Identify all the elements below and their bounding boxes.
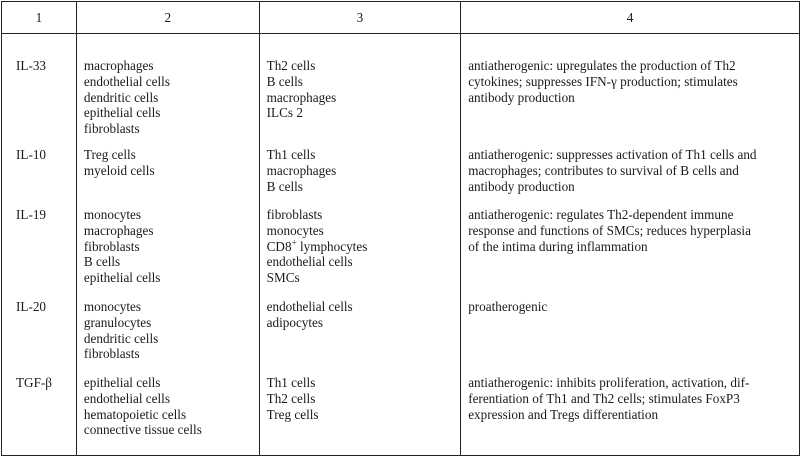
producer-cell: epithelial cells: [83, 270, 161, 286]
producer-cells: [76, 144, 259, 204]
effect-line: antiatherogenic: upregulates the production of Th2: [468, 58, 736, 73]
target-cells: [259, 296, 461, 372]
effect-line: response and functions of SMCs; reduces hyperplasia: [468, 222, 751, 238]
target-cell: monocytes: [266, 222, 324, 238]
effect-description: [461, 372, 800, 456]
effect-line: ferentiation of Th1 and Th2 cells; stimulates FoxP3: [468, 390, 740, 406]
effect-line: antiatherogenic: regulates Th2-dependent immune: [468, 207, 734, 222]
column-header-2: 2: [76, 2, 259, 34]
target-cell: ILCs 2: [266, 105, 303, 121]
producer-cell: connective tissue cells: [83, 422, 202, 438]
producer-cell: fibroblasts: [83, 346, 140, 362]
producer-cell: hematopoietic cells: [83, 406, 187, 422]
effect-line: proatherogenic: [468, 299, 548, 314]
target-cells: [259, 34, 461, 145]
producer-cell: dendritic cells: [83, 89, 159, 105]
producer-cells: [76, 296, 259, 372]
target-cell: adipocytes: [266, 314, 324, 330]
producer-cell: epithelial cells: [83, 375, 161, 390]
producer-cell: fibroblasts: [83, 121, 140, 137]
cd8-rest: lymphocytes: [296, 238, 368, 254]
target-cells: [259, 372, 461, 456]
target-cells: [259, 204, 461, 296]
target-cell: fibroblasts: [266, 207, 323, 222]
cytokine-name: IL-33: [2, 34, 77, 145]
producer-cell: granulocytes: [83, 314, 152, 330]
table-row: [2, 204, 800, 296]
effect-description: [461, 204, 800, 296]
header-row: [2, 2, 800, 34]
producer-cell: Treg cells: [83, 147, 136, 162]
cytokine-name: TGF-β: [2, 372, 77, 456]
column-header-4: 4: [461, 2, 800, 34]
target-cell: B cells: [266, 73, 303, 89]
producer-cells: [76, 204, 259, 296]
table-row: [2, 296, 800, 372]
effect-line: antibody production: [468, 89, 575, 105]
cytokine-name: IL-19: [2, 204, 77, 296]
cytokine-table: [1, 1, 800, 456]
effect-line: macrophages; contributes to survival of B cells and: [468, 162, 739, 178]
target-cell-cd8: [267, 239, 455, 255]
target-cell: B cells: [266, 178, 303, 194]
cd8-label: CD8: [266, 238, 292, 254]
effect-line: antibody production: [468, 178, 575, 194]
target-cell: endothelial cells: [266, 299, 353, 314]
target-cell: Treg cells: [266, 406, 319, 422]
table-row: [2, 34, 800, 145]
producer-cell: myeloid cells: [83, 162, 155, 178]
producer-cell: fibroblasts: [83, 238, 140, 254]
producer-cell: dendritic cells: [83, 330, 159, 346]
cd8-superscript: +: [291, 237, 297, 248]
producer-cells: [76, 372, 259, 456]
target-cell: SMCs: [266, 270, 300, 286]
target-cell: endothelial cells: [266, 254, 353, 270]
target-cell: macrophages: [266, 162, 337, 178]
effect-description: [461, 296, 800, 372]
target-cell: Th2 cells: [266, 390, 316, 406]
producer-cell: monocytes: [83, 207, 142, 222]
producer-cells: [76, 34, 259, 145]
cytokine-name: IL-10: [2, 144, 77, 204]
producer-cell: monocytes: [83, 299, 142, 314]
producer-cell: endothelial cells: [83, 73, 170, 89]
producer-cell: epithelial cells: [83, 105, 161, 121]
producer-cell: macrophages: [83, 222, 154, 238]
target-cells: [259, 144, 461, 204]
effect-line: expression and Tregs differentiation: [468, 406, 659, 422]
effect-line: antiatherogenic: suppresses activation of Th1 cells and: [468, 147, 757, 162]
target-cell: macrophages: [266, 89, 337, 105]
table-row: [2, 144, 800, 204]
cytokine-name: IL-20: [2, 296, 77, 372]
target-cell: Th1 cells: [266, 375, 316, 390]
column-header-3: 3: [259, 2, 461, 34]
producer-cell: endothelial cells: [83, 390, 170, 406]
producer-cell: B cells: [83, 254, 121, 270]
effect-description: [461, 34, 800, 145]
effect-line: cytokines; suppresses IFN-γ production; stimulates: [468, 73, 738, 89]
target-cell: Th1 cells: [266, 147, 316, 162]
table-row: [2, 372, 800, 456]
producer-cell: macrophages: [83, 58, 154, 73]
column-header-1: 1: [2, 2, 77, 34]
target-cell: Th2 cells: [266, 58, 316, 73]
effect-line: antiatherogenic: inhibits proliferation, activation, dif-: [468, 375, 750, 390]
effect-line: of the intima during inflammation: [468, 238, 648, 254]
effect-description: [461, 144, 800, 204]
